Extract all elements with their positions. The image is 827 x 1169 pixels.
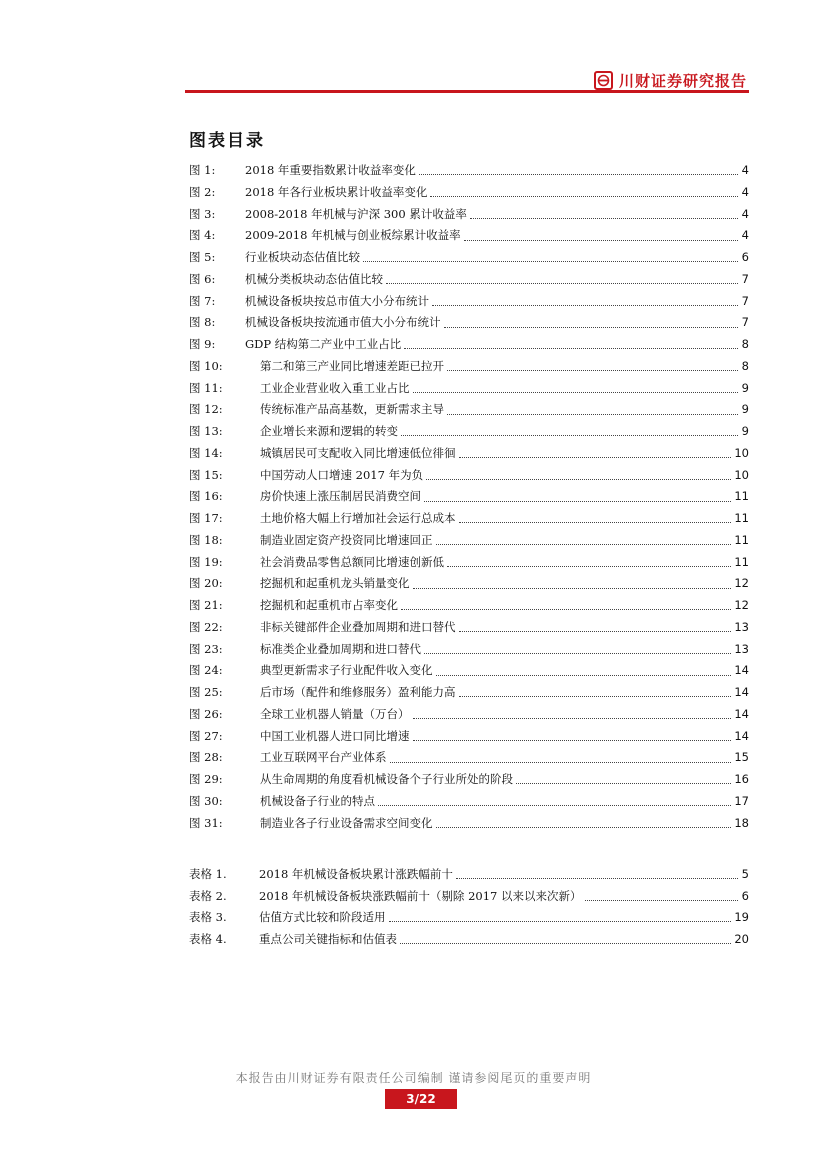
- entry-page-number: 14: [734, 706, 749, 721]
- dot-leader: [424, 501, 731, 502]
- entry-label: 图 18:: [189, 532, 223, 547]
- entry-title: 重点公司关键指标和估值表: [259, 931, 397, 946]
- table-entry[interactable]: [189, 907, 749, 929]
- entry-label: 图 25:: [189, 685, 223, 700]
- entry-title: 2018 年机械设备板块累计涨跌幅前十: [259, 867, 453, 881]
- entry-title: 制造业各子行业设备需求空间变化: [260, 815, 433, 830]
- figure-entry[interactable]: [189, 660, 749, 682]
- dot-leader: [459, 631, 732, 632]
- figure-entry[interactable]: [189, 552, 749, 574]
- entry-title: 企业增长来源和逻辑的转变: [260, 424, 398, 439]
- table-entry[interactable]: [189, 864, 749, 886]
- entry-page-number: 18: [734, 815, 749, 830]
- entry-page-number: 10: [734, 445, 749, 460]
- entry-page-number: 8: [741, 358, 749, 373]
- entry-title: 城镇居民可支配收入同比增速低位徘徊: [260, 445, 456, 460]
- dot-leader: [459, 457, 732, 458]
- brand-name: 川财证券研究报告: [618, 71, 747, 90]
- entry-title: GDP 结构第二产业中工业占比: [245, 337, 402, 352]
- entry-page-number: 11: [734, 532, 749, 547]
- dot-leader: [432, 305, 738, 306]
- toc-title: 图表目录: [189, 131, 265, 151]
- entry-page-number: 7: [741, 271, 749, 286]
- entry-label: 图 9:: [189, 337, 216, 352]
- entry-page-number: 11: [734, 511, 749, 526]
- figure-entry[interactable]: [189, 160, 749, 182]
- figure-entry[interactable]: [189, 747, 749, 769]
- figure-entry[interactable]: [189, 573, 749, 595]
- entry-label: 图 29:: [189, 772, 223, 787]
- dot-leader: [516, 783, 731, 784]
- dot-leader: [404, 348, 738, 349]
- figure-entry[interactable]: [189, 617, 749, 639]
- entry-label: 图 3:: [189, 206, 216, 221]
- figure-entry[interactable]: [189, 291, 749, 313]
- entry-label: 图 12:: [189, 402, 223, 417]
- entry-page-number: 14: [734, 685, 749, 700]
- dot-leader: [424, 653, 731, 654]
- dot-leader: [419, 174, 738, 175]
- entry-page-number: 4: [741, 163, 749, 178]
- entry-label: 图 16:: [189, 489, 223, 504]
- entry-label: 图 13:: [189, 424, 223, 439]
- dot-leader: [436, 544, 732, 545]
- entry-title: 工业企业营业收入重工业占比: [260, 380, 410, 395]
- entry-label: 表格 1.: [189, 867, 227, 881]
- entry-title: 传统标准产品高基数，更新需求主导: [260, 402, 444, 417]
- dot-leader: [401, 435, 738, 436]
- entry-title: 机械设备子行业的特点: [260, 793, 375, 808]
- entry-label: 表格 3.: [189, 910, 227, 924]
- entry-page-number: 7: [741, 315, 749, 330]
- entry-page-number: 9: [741, 424, 749, 439]
- entry-title: 房价快速上涨压制居民消费空间: [260, 489, 421, 504]
- figure-entry[interactable]: [189, 378, 749, 400]
- figure-entry[interactable]: [189, 530, 749, 552]
- page-number: 3/22: [385, 1089, 457, 1109]
- figure-entry[interactable]: [189, 399, 749, 421]
- figure-entry[interactable]: [189, 312, 749, 334]
- entry-label: 图 10:: [189, 358, 223, 373]
- entry-title: 2018 年重要指数累计收益率变化: [245, 163, 416, 178]
- dot-leader: [390, 762, 732, 763]
- entry-page-number: 4: [741, 228, 749, 243]
- tables-list: [189, 864, 749, 950]
- header-brand: [594, 68, 747, 92]
- entry-label: 图 20:: [189, 576, 223, 591]
- dot-leader: [585, 900, 739, 901]
- dot-leader: [401, 609, 731, 610]
- entry-page-number: 4: [741, 184, 749, 199]
- dot-leader: [389, 921, 732, 922]
- entry-title: 中国劳动人口增速 2017 年为负: [260, 467, 424, 482]
- entry-label: 图 21:: [189, 598, 223, 613]
- figure-entry[interactable]: [189, 813, 749, 835]
- entry-page-number: 16: [734, 772, 749, 787]
- entry-title: 土地价格大幅上行增加社会运行总成本: [260, 511, 456, 526]
- dot-leader: [459, 522, 732, 523]
- entry-label: 图 23:: [189, 641, 223, 656]
- entry-title: 第二和第三产业同比增速差距已拉开: [260, 358, 444, 373]
- figure-entry[interactable]: [189, 486, 749, 508]
- entry-page-number: 10: [734, 467, 749, 482]
- figure-entry[interactable]: [189, 726, 749, 748]
- entry-label: 表格 2.: [189, 888, 227, 903]
- entry-label: 表格 4.: [189, 931, 227, 946]
- dot-leader: [413, 718, 732, 719]
- figure-entry[interactable]: [189, 356, 749, 378]
- entry-label: 图 27:: [189, 728, 223, 743]
- dot-leader: [400, 943, 731, 944]
- company-logo-icon: [594, 71, 613, 90]
- entry-title: 2018 年机械设备板块涨跌幅前十（剔除 2017 以来以来次新）: [259, 888, 582, 903]
- entry-title: 后市场（配件和维修服务）盈利能力高: [260, 685, 456, 700]
- entry-page-number: 14: [734, 663, 749, 678]
- figure-entry[interactable]: [189, 791, 749, 813]
- dot-leader: [378, 805, 731, 806]
- figure-entry[interactable]: [189, 421, 749, 443]
- dot-leader: [470, 218, 738, 219]
- entry-label: 图 5:: [189, 250, 216, 265]
- entry-page-number: 11: [734, 554, 749, 569]
- entry-label: 图 8:: [189, 315, 216, 330]
- figure-entry[interactable]: [189, 204, 749, 226]
- entry-title: 全球工业机器人销量（万台）: [260, 706, 410, 721]
- table-entry[interactable]: [189, 886, 749, 908]
- entry-page-number: 9: [741, 380, 749, 395]
- figure-entry[interactable]: [189, 508, 749, 530]
- entry-title: 典型更新需求子行业配件收入变化: [260, 663, 433, 678]
- dot-leader: [426, 479, 731, 480]
- entry-label: 图 11:: [189, 380, 223, 395]
- entry-page-number: 11: [734, 489, 749, 504]
- dot-leader: [363, 261, 738, 262]
- entry-label: 图 2:: [189, 184, 216, 199]
- entry-title: 挖掘机和起重机龙头销量变化: [260, 576, 410, 591]
- figure-entry[interactable]: [189, 465, 749, 487]
- entry-page-number: 6: [741, 250, 749, 265]
- dot-leader: [447, 566, 731, 567]
- entry-title: 制造业固定资产投资同比增速回正: [260, 532, 433, 547]
- footer-disclaimer: 本报告由川财证券有限责任公司编制 谨请参阅尾页的重要声明: [235, 1071, 592, 1085]
- entry-label: 图 31:: [189, 815, 223, 830]
- figure-entry[interactable]: [189, 269, 749, 291]
- entry-page-number: 13: [734, 619, 749, 634]
- entry-title: 工业互联网平台产业体系: [260, 750, 387, 765]
- entry-page-number: 9: [741, 402, 749, 417]
- dot-leader: [456, 878, 738, 879]
- figure-entry[interactable]: [189, 595, 749, 617]
- entry-title: 2009-2018 年机械与创业板综累计收益率: [245, 228, 461, 243]
- dot-leader: [459, 696, 732, 697]
- entry-page-number: 6: [741, 888, 749, 903]
- entry-page-number: 13: [734, 641, 749, 656]
- figures-list: [189, 160, 749, 834]
- entry-page-number: 14: [734, 728, 749, 743]
- entry-title: 估值方式比较和阶段适用: [259, 910, 386, 924]
- dot-leader: [447, 370, 738, 371]
- table-entry[interactable]: [189, 929, 749, 951]
- entry-label: 图 4:: [189, 228, 216, 243]
- entry-label: 图 26:: [189, 706, 223, 721]
- dot-leader: [413, 392, 739, 393]
- entry-page-number: 5: [741, 867, 749, 881]
- entry-page-number: 15: [734, 750, 749, 765]
- dot-leader: [430, 196, 738, 197]
- entry-title: 从生命周期的角度看机械设备个子行业所处的阶段: [260, 772, 513, 787]
- dot-leader: [464, 240, 738, 241]
- entry-title: 社会消费品零售总额同比增速创新低: [260, 554, 444, 569]
- entry-page-number: 19: [734, 910, 749, 924]
- entry-label: 图 14:: [189, 445, 223, 460]
- dot-leader: [436, 827, 732, 828]
- header-rule: [185, 90, 749, 93]
- entry-title: 机械设备板块按总市值大小分布统计: [245, 293, 429, 308]
- dot-leader: [413, 740, 732, 741]
- figure-entry[interactable]: [189, 704, 749, 726]
- dot-leader: [386, 283, 738, 284]
- entry-label: 图 24:: [189, 663, 223, 678]
- figure-entry[interactable]: [189, 443, 749, 465]
- entry-title: 行业板块动态估值比较: [245, 250, 360, 265]
- entry-label: 图 19:: [189, 554, 223, 569]
- figure-entry[interactable]: [189, 334, 749, 356]
- entry-page-number: 4: [741, 206, 749, 221]
- figure-entry[interactable]: [189, 769, 749, 791]
- dot-leader: [447, 414, 738, 415]
- entry-title: 机械设备板块按流通市值大小分布统计: [245, 315, 441, 330]
- entry-page-number: 20: [734, 931, 749, 946]
- entry-label: 图 7:: [189, 293, 216, 308]
- entry-label: 图 28:: [189, 750, 223, 765]
- entry-page-number: 12: [734, 598, 749, 613]
- entry-label: 图 6:: [189, 271, 216, 286]
- entry-title: 挖掘机和起重机市占率变化: [260, 598, 398, 613]
- entry-title: 机械分类板块动态估值比较: [245, 271, 383, 286]
- dot-leader: [444, 327, 739, 328]
- figure-entry[interactable]: [189, 247, 749, 269]
- entry-title: 中国工业机器人进口同比增速: [260, 728, 410, 743]
- entry-label: 图 22:: [189, 619, 223, 634]
- entry-label: 图 15:: [189, 467, 223, 482]
- entry-label: 图 1:: [189, 163, 216, 178]
- entry-label: 图 30:: [189, 793, 223, 808]
- entry-page-number: 7: [741, 293, 749, 308]
- dot-leader: [413, 588, 732, 589]
- entry-page-number: 12: [734, 576, 749, 591]
- entry-page-number: 17: [734, 793, 749, 808]
- entry-label: 图 17:: [189, 511, 223, 526]
- entry-title: 2018 年各行业板块累计收益率变化: [245, 184, 428, 199]
- figure-entry[interactable]: [189, 682, 749, 704]
- entry-title: 非标关键部件企业叠加周期和进口替代: [260, 619, 456, 634]
- figure-entry[interactable]: [189, 639, 749, 661]
- figure-entry[interactable]: [189, 182, 749, 204]
- dot-leader: [436, 675, 732, 676]
- figure-entry[interactable]: [189, 225, 749, 247]
- entry-page-number: 8: [741, 337, 749, 352]
- entry-title: 标准类企业叠加周期和进口替代: [260, 641, 421, 656]
- entry-title: 2008-2018 年机械与沪深 300 累计收益率: [245, 206, 467, 221]
